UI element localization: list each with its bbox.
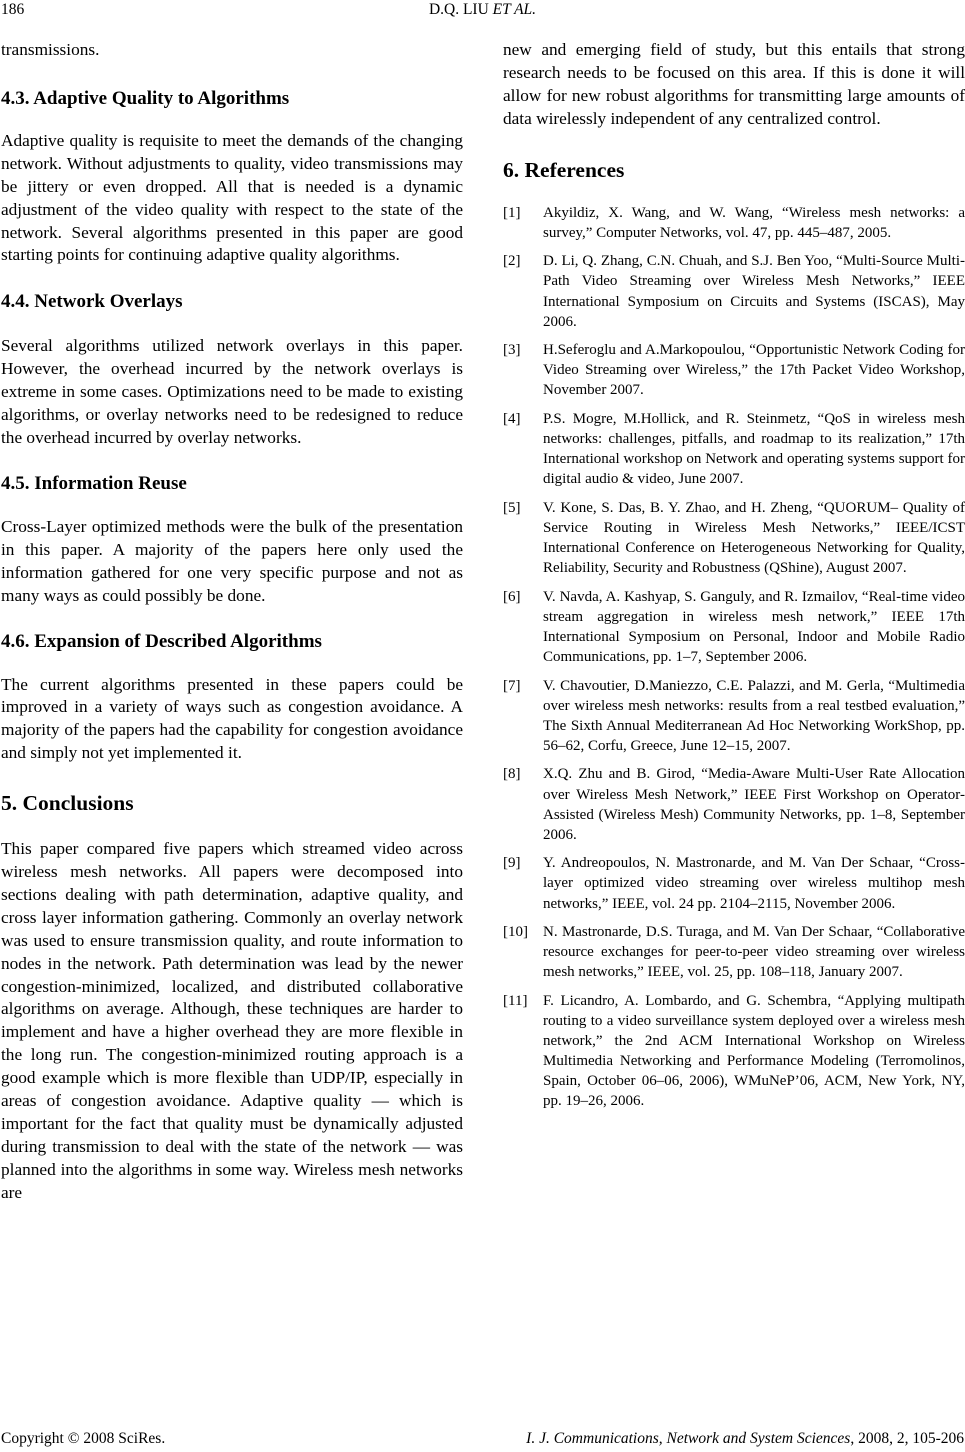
reference-number: [8] xyxy=(503,766,521,783)
reference-number: [10] xyxy=(503,924,528,941)
section-heading-4-5: 4.5. Information Reuse xyxy=(1,472,187,494)
reference-number: [3] xyxy=(503,342,521,359)
running-title xyxy=(0,1,965,19)
copyright-notice: Copyright © 2008 SciRes. xyxy=(1,1430,166,1447)
reference-text: P.S. Mogre, M.Hollick, and R. Steinmetz, “QoS in wireless mesh networks: challenges, pitfalls, and roadmap to its realization,” 17th International workshop on Network and operating systems support for digital audio & video, June 2007. xyxy=(543,410,965,488)
reference-text: V. Chavoutier, D.Maniezzo, C.E. Palazzi, and M. Gerla, “Multimedia over wireless mesh networks: results from a real testbed evaluation,” The Sixth Annual Mediterranean Ad Hoc Networking WorkShop, pp. 56–62, Corfu, Greece, June 12–15, 2007. xyxy=(543,677,965,754)
section-body-4-3: Adaptive quality is requisite to meet the demands of the changing network. Without adjustments to quality, video transmissions may be jittery or even dropped. All that is needed is a dynamic adjustment of the video quality with respect to the state of the network. Several algorithms presented in this paper are good starting points for continuing adaptive quality algorithms. xyxy=(1,130,463,265)
reference-item xyxy=(503,991,965,1112)
section-heading-4-4: 4.4. Network Overlays xyxy=(1,291,183,313)
left-column xyxy=(1,39,463,1205)
journal-citation xyxy=(526,1430,964,1448)
reference-text: H.Seferoglu and A.Markopoulou, “Opportunistic Network Coding for Video Streaming over Wireless,” the 17th Packet Video Workshop, November 2007. xyxy=(543,342,965,399)
section-body-4-5: Cross-Layer optimized methods were the bulk of the presentation in this paper. A majority of the papers here only used the information gathered for one very specific purpose and not as many ways as could possibly be done. xyxy=(1,516,463,605)
reference-item xyxy=(503,498,965,578)
reference-number: [1] xyxy=(503,204,521,221)
reference-item xyxy=(503,853,965,913)
continuation-text-right: new and emerging field of study, but this entails that strong research needs to be focused on this area. If this is done it will allow for new robust algorithms for transmitting large amounts of data wirelessly independent of any centralized control. xyxy=(503,40,965,128)
reference-text: F. Licandro, A. Lombardo, and G. Schembra, “Applying multipath routing to a video surveillance system deployed over a wireless mesh network,” the 2nd ACM International Workshop on Wireless Multimedia Networking and Performance Modeling (Terromolinos, Spain, October 06–06, 2006), WMuNeP’06, ACM, New York, NY, pp. 19–26, 2006. xyxy=(543,992,965,1110)
reference-item xyxy=(503,922,965,982)
reference-text: N. Mastronarde, D.S. Turaga, and M. Van Der Schaar, “Collaborative resource exchanges for peer-to-peer video streaming over wireless mesh networks,” IEEE, vol. 25, pp. 108–118, January 2007. xyxy=(543,924,965,981)
reference-list xyxy=(503,203,965,1112)
conclusions-body: This paper compared five papers which streamed video across wireless mesh networks. All papers were decomposed into sections dealing with path determination, adaptive quality, and cross layer information gathering. Commonly an overlay network was used to ensure transmission quality, and route information to nodes in the network. Path determination was lead by the newer congestion-minimized, localized, and distributed collaborative algorithms on average. Although, these techniques are harder to implement and have a higher overhead they are more flexible in the long run. The congestion-minimized routing approach is a good example which is more flexible than UDP/IP, especially in areas of congestion avoidance. Adaptive quality — which is important for the fact that quality must be dynamically adjusted during transmission to deal with the state of the network — was planned into the algorithms in some way. Wireless mesh networks are xyxy=(1,839,463,1202)
reference-number: [6] xyxy=(503,588,521,605)
section-body-4-6: The current algorithms presented in these papers could be improved in a variety of ways such as congestion avoidance. A majority of the papers had the capability for congestion avoidance and simply not yet implemented it. xyxy=(1,674,463,763)
section-heading-4-3: 4.3. Adaptive Quality to Algorithms xyxy=(1,87,290,109)
running-et-al: ET AL. xyxy=(492,1,537,18)
references-heading: 6. References xyxy=(503,157,625,182)
page-number: 186 xyxy=(1,1,25,18)
reference-text: Y. Andreopoulos, N. Mastronarde, and M. Van Der Schaar, “Cross-layer optimized video streaming over wireless multihop mesh networks,” IEEE, vol. 24 pp. 2104–2115, November 2006. xyxy=(543,855,965,912)
journal-name: I. J. Communications, Network and System Sciences xyxy=(526,1430,851,1447)
reference-item xyxy=(503,251,965,331)
reference-text: Akyildiz, X. Wang, and W. Wang, “Wireless mesh networks: a survey,” Computer Networks, vol. 47, pp. 445–487, 2005. xyxy=(543,204,965,241)
reference-number: [4] xyxy=(503,410,521,427)
reference-item xyxy=(503,587,965,667)
reference-item xyxy=(503,340,965,400)
section-body-4-4: Several algorithms utilized network overlays in this paper. However, the overhead incurred by the network overlays is extreme in some cases. Optimizations need to be made to existing algorithms, or overlay networks need to be redesigned to reduce the overhead incurred by overlay networks. xyxy=(1,336,463,447)
running-authors: D.Q. LIU xyxy=(428,1,493,18)
reference-text: D. Li, Q. Zhang, C.N. Chuah, and S.J. Ben Yoo, “Multi-Source Multi-Path Video Streaming over Wireless Mesh Networks,” IEEE International Symposium on Circuits and Systems (ISCAS), May 2006. xyxy=(543,253,965,330)
continuation-text: transmissions. xyxy=(1,40,100,59)
right-column xyxy=(503,39,965,1120)
reference-number: [9] xyxy=(503,855,521,872)
reference-number: [11] xyxy=(503,992,528,1009)
running-head xyxy=(0,0,965,26)
reference-item xyxy=(503,409,965,489)
reference-number: [5] xyxy=(503,499,521,516)
reference-text: X.Q. Zhu and B. Girod, “Media-Aware Multi-User Rate Allocation over Wireless Mesh Network,” IEEE First Workshop on Operator-Assisted (Wireless Mesh) Community Networks, pp. 1–8, September 2006. xyxy=(543,766,965,843)
journal-details: , 2008, 2, 105-206 xyxy=(850,1430,964,1447)
reference-text: V. Navda, A. Kashyap, S. Ganguly, and R. Izmailov, “Real-time video stream aggregation in wireless mesh network,” IEEE 17th International Symposium on Personal, Indoor and Mobile Radio Communications, pp. 1–7, September 2006. xyxy=(543,588,965,665)
section-heading-4-6: 4.6. Expansion of Described Algorithms xyxy=(1,630,322,652)
conclusions-heading: 5. Conclusions xyxy=(1,791,134,816)
reference-text: V. Kone, S. Das, B. Y. Zhao, and H. Zheng, “QUORUM– Quality of Service Routing in Wireless Mesh Networks,” IEEE/ICST International Conference on Heterogeneous Networking for Quality, Reliability, Security and Robustness (QShine), August 2007. xyxy=(543,499,965,577)
reference-number: [2] xyxy=(503,253,521,270)
reference-number: [7] xyxy=(503,677,521,694)
reference-item xyxy=(503,764,965,844)
reference-item xyxy=(503,676,965,756)
reference-item xyxy=(503,203,965,243)
